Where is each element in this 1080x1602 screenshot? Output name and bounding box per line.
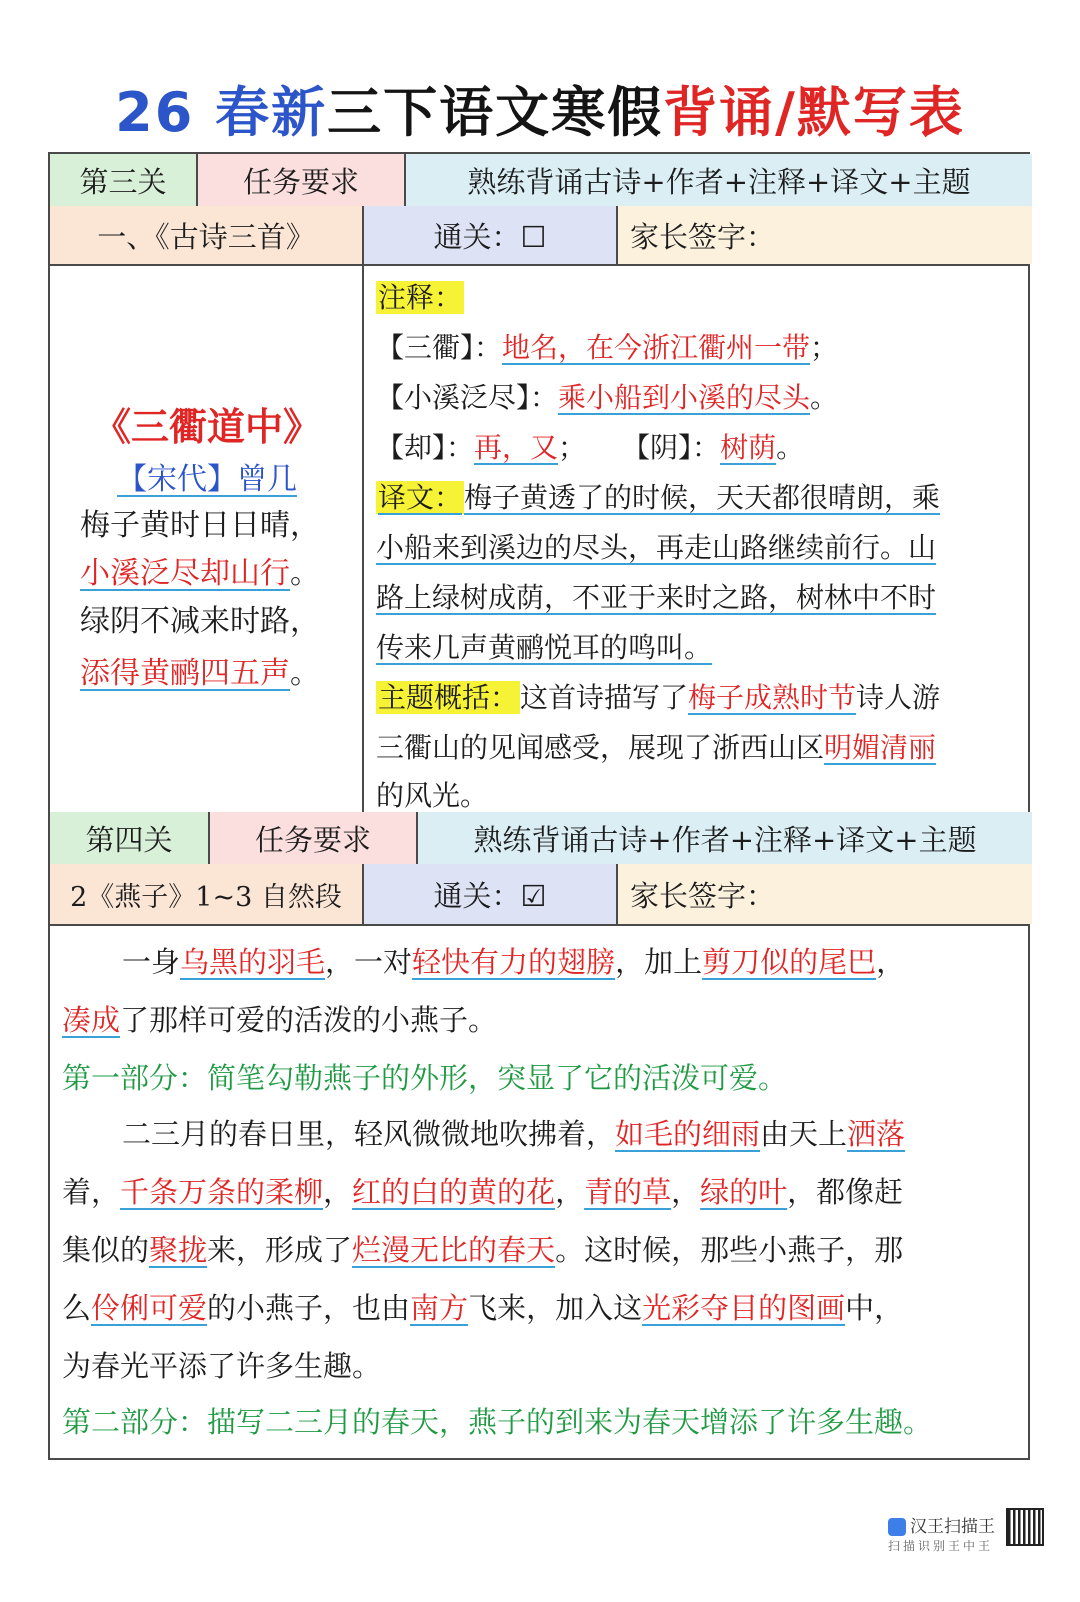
p2-w: 飞来，加入这 — [468, 1291, 643, 1325]
qr-code-icon — [1006, 1508, 1044, 1546]
p1-f: 剪刀似的尾巴 — [702, 945, 877, 979]
p1-a: 一身 — [122, 945, 181, 979]
theme-highlight-2: 明媚清丽 — [824, 731, 937, 764]
p2-c: 由天上 — [760, 1117, 848, 1151]
note-2 — [376, 376, 838, 416]
p2-u: 的小燕子，也由 — [207, 1291, 411, 1325]
scanner-logo-icon — [888, 1518, 906, 1536]
p2-d: 洒落 — [847, 1117, 906, 1151]
p2-t: 伶俐可爱 — [91, 1291, 208, 1325]
p2-n: 集似的 — [62, 1233, 150, 1267]
p1-c: ，一对 — [325, 945, 413, 979]
poem-line-4 — [80, 648, 320, 692]
poem-line-3: 绿阴不减来时路， — [80, 604, 320, 639]
poem-column — [50, 264, 364, 812]
translation-line-4: 传来几声黄鹂悦耳的鸣叫。 — [376, 631, 713, 664]
p2-q: 烂漫无比的春天 — [352, 1233, 556, 1267]
level3-parent-signature-field[interactable]: 家长签字： — [618, 206, 1032, 264]
note-3-end: ； — [558, 431, 587, 464]
theme-line-2 — [376, 726, 936, 766]
p2-s: 么 — [62, 1291, 92, 1325]
title-part-3: 背诵/默写表 — [663, 81, 965, 144]
level4-task-label-cell: 任务要求 — [210, 812, 418, 864]
poem-line-4-text: 添得黄鹂四五声 — [80, 656, 290, 691]
part-1-summary: 第一部分：简笔勾勒燕子的外形，突显了它的活泼可爱。 — [62, 1061, 788, 1095]
annotation-column — [364, 264, 1028, 812]
level4-parent-signature-field[interactable]: 家长签字： — [618, 864, 1032, 924]
p1-g: ， — [876, 945, 906, 979]
level4-level-cell: 第四关 — [50, 812, 210, 864]
passage-2-line-4 — [62, 1286, 903, 1327]
level3-content-row — [50, 264, 1028, 814]
level4-lesson-row — [50, 864, 1028, 926]
part-2-summary: 第二部分：描写二三月的春天，燕子的到来为春天增添了许多生趣。 — [62, 1405, 933, 1439]
theme-line-1 — [376, 676, 940, 716]
level3-lesson-row — [50, 206, 1028, 266]
notes-label-line — [376, 276, 464, 316]
level4-header-row — [50, 812, 1028, 866]
p2-e: 着， — [62, 1175, 121, 1209]
notes-label: 注释： — [378, 281, 463, 314]
level3-header-row — [50, 154, 1028, 208]
recitation-sheet — [48, 152, 1030, 1460]
note-4-end: 。 — [776, 431, 805, 464]
note-2-end: 。 — [810, 381, 839, 414]
theme-text-2a: 三衢山的见闻感受，展现了浙西山区 — [376, 731, 825, 764]
poem-line-2-end: 。 — [290, 556, 320, 591]
translation-label: 译文： — [378, 481, 463, 514]
translation-line-2: 小船来到溪边的尽头，再走山路继续前行。山 — [376, 531, 937, 564]
level4-task-cell: 熟练背诵古诗+作者+注释+译文+主题 — [418, 812, 1032, 864]
level3-task-label-cell: 任务要求 — [198, 154, 406, 206]
level4-lesson-cell: 2《燕子》1~3 自然段 — [50, 864, 364, 924]
poem-author: 曾几 — [237, 462, 297, 497]
note-2-term: 【小溪泛尽】： — [376, 381, 559, 414]
p2-a: 二三月的春日里，轻风微微地吹拂着， — [122, 1117, 616, 1151]
p2-j: 青的草 — [584, 1175, 672, 1209]
level3-lesson-cell: 一、《古诗三首》 — [50, 206, 364, 264]
note-4-def: 树荫 — [720, 431, 777, 464]
p2-r: 。这时候，那些小燕子，那 — [555, 1233, 904, 1267]
translation-line-3: 路上绿树成荫，不亚于来时之路，树林中不时 — [376, 581, 937, 614]
level4-pass-checkbox[interactable]: 通关：☑ — [364, 864, 618, 924]
passage-2-line-1 — [122, 1112, 905, 1153]
p1-e: ，加上 — [615, 945, 703, 979]
poem-author-line — [50, 454, 364, 498]
note-1-term: 【三衢】： — [376, 331, 503, 364]
theme-line-3: 的风光。 — [376, 779, 489, 812]
scanner-watermark — [888, 1512, 995, 1554]
poem-line-1: 梅子黄时日日晴， — [80, 508, 320, 543]
p1-h: 凑成 — [62, 1003, 121, 1037]
p2-k: ， — [671, 1175, 701, 1209]
poem-line-2-text: 小溪泛尽却山行 — [80, 556, 290, 591]
p2-i: ， — [555, 1175, 585, 1209]
p2-y: 中， — [845, 1291, 904, 1325]
passage-1-line-2 — [62, 998, 497, 1039]
title-part-1: 26 春新 — [115, 81, 328, 144]
scanner-slogan: 扫描识别王中王 — [888, 1539, 994, 1553]
p2-o: 聚拢 — [149, 1233, 208, 1267]
passage-2-line-2 — [62, 1170, 903, 1211]
p1-d: 轻快有力的翅膀 — [412, 945, 616, 979]
p1-i: 了那样可爱的活泼的小燕子。 — [120, 1003, 498, 1037]
scanner-brand: 汉王扫描王 — [910, 1517, 995, 1537]
theme-highlight-1: 梅子成熟时节 — [688, 681, 857, 714]
p2-l: 绿的叶 — [700, 1175, 788, 1209]
translation-text-1: 梅子黄透了的时候，天天都很晴朗，乘 — [464, 481, 941, 514]
note-3-def: 再，又 — [474, 431, 559, 464]
swallow-passage — [50, 924, 1028, 1460]
note-1-end: ； — [810, 331, 839, 364]
p2-v: 南方 — [410, 1291, 469, 1325]
title-part-2: 三下语文寒假 — [327, 81, 664, 144]
poem-line-2 — [80, 548, 320, 592]
note-3-4 — [376, 426, 804, 466]
level3-level-cell: 第三关 — [50, 154, 198, 206]
poem-dynasty: 【宋代】 — [117, 462, 237, 497]
theme-text-1b: 诗人游 — [856, 681, 941, 714]
poem-line-4-end: 。 — [290, 656, 320, 691]
note-4-term: 【阴】： — [636, 431, 721, 464]
theme-label: 主题概括： — [378, 681, 519, 714]
note-2-def: 乘小船到小溪的尽头 — [558, 381, 811, 414]
theme-text-1a: 这首诗描写了 — [520, 681, 689, 714]
p2-g: ， — [323, 1175, 353, 1209]
translation-line-1 — [376, 476, 940, 516]
passage-2-line-5: 为春光平添了许多生趣。 — [62, 1349, 382, 1383]
p2-f: 千条万条的柔柳 — [120, 1175, 324, 1209]
passage-1-line-1 — [122, 940, 905, 981]
p1-b: 乌黑的羽毛 — [180, 945, 326, 979]
p2-m: ，都像赶 — [787, 1175, 904, 1209]
p2-h: 红的白的黄的花 — [352, 1175, 556, 1209]
level3-pass-checkbox[interactable]: 通关：☐ — [364, 206, 618, 264]
note-1-def: 地名，在今浙江衢州一带 — [502, 331, 811, 364]
p2-x: 光彩夺目的图画 — [642, 1291, 846, 1325]
page-title — [0, 70, 1080, 147]
note-3-term: 【却】： — [376, 431, 475, 464]
level3-task-cell: 熟练背诵古诗+作者+注释+译文+主题 — [406, 154, 1032, 206]
poem-title: 《三衢道中》 — [92, 404, 321, 449]
note-1 — [376, 326, 838, 366]
p2-b: 如毛的细雨 — [615, 1117, 761, 1151]
passage-2-line-3 — [62, 1228, 903, 1269]
p2-p: 来，形成了 — [207, 1233, 353, 1267]
